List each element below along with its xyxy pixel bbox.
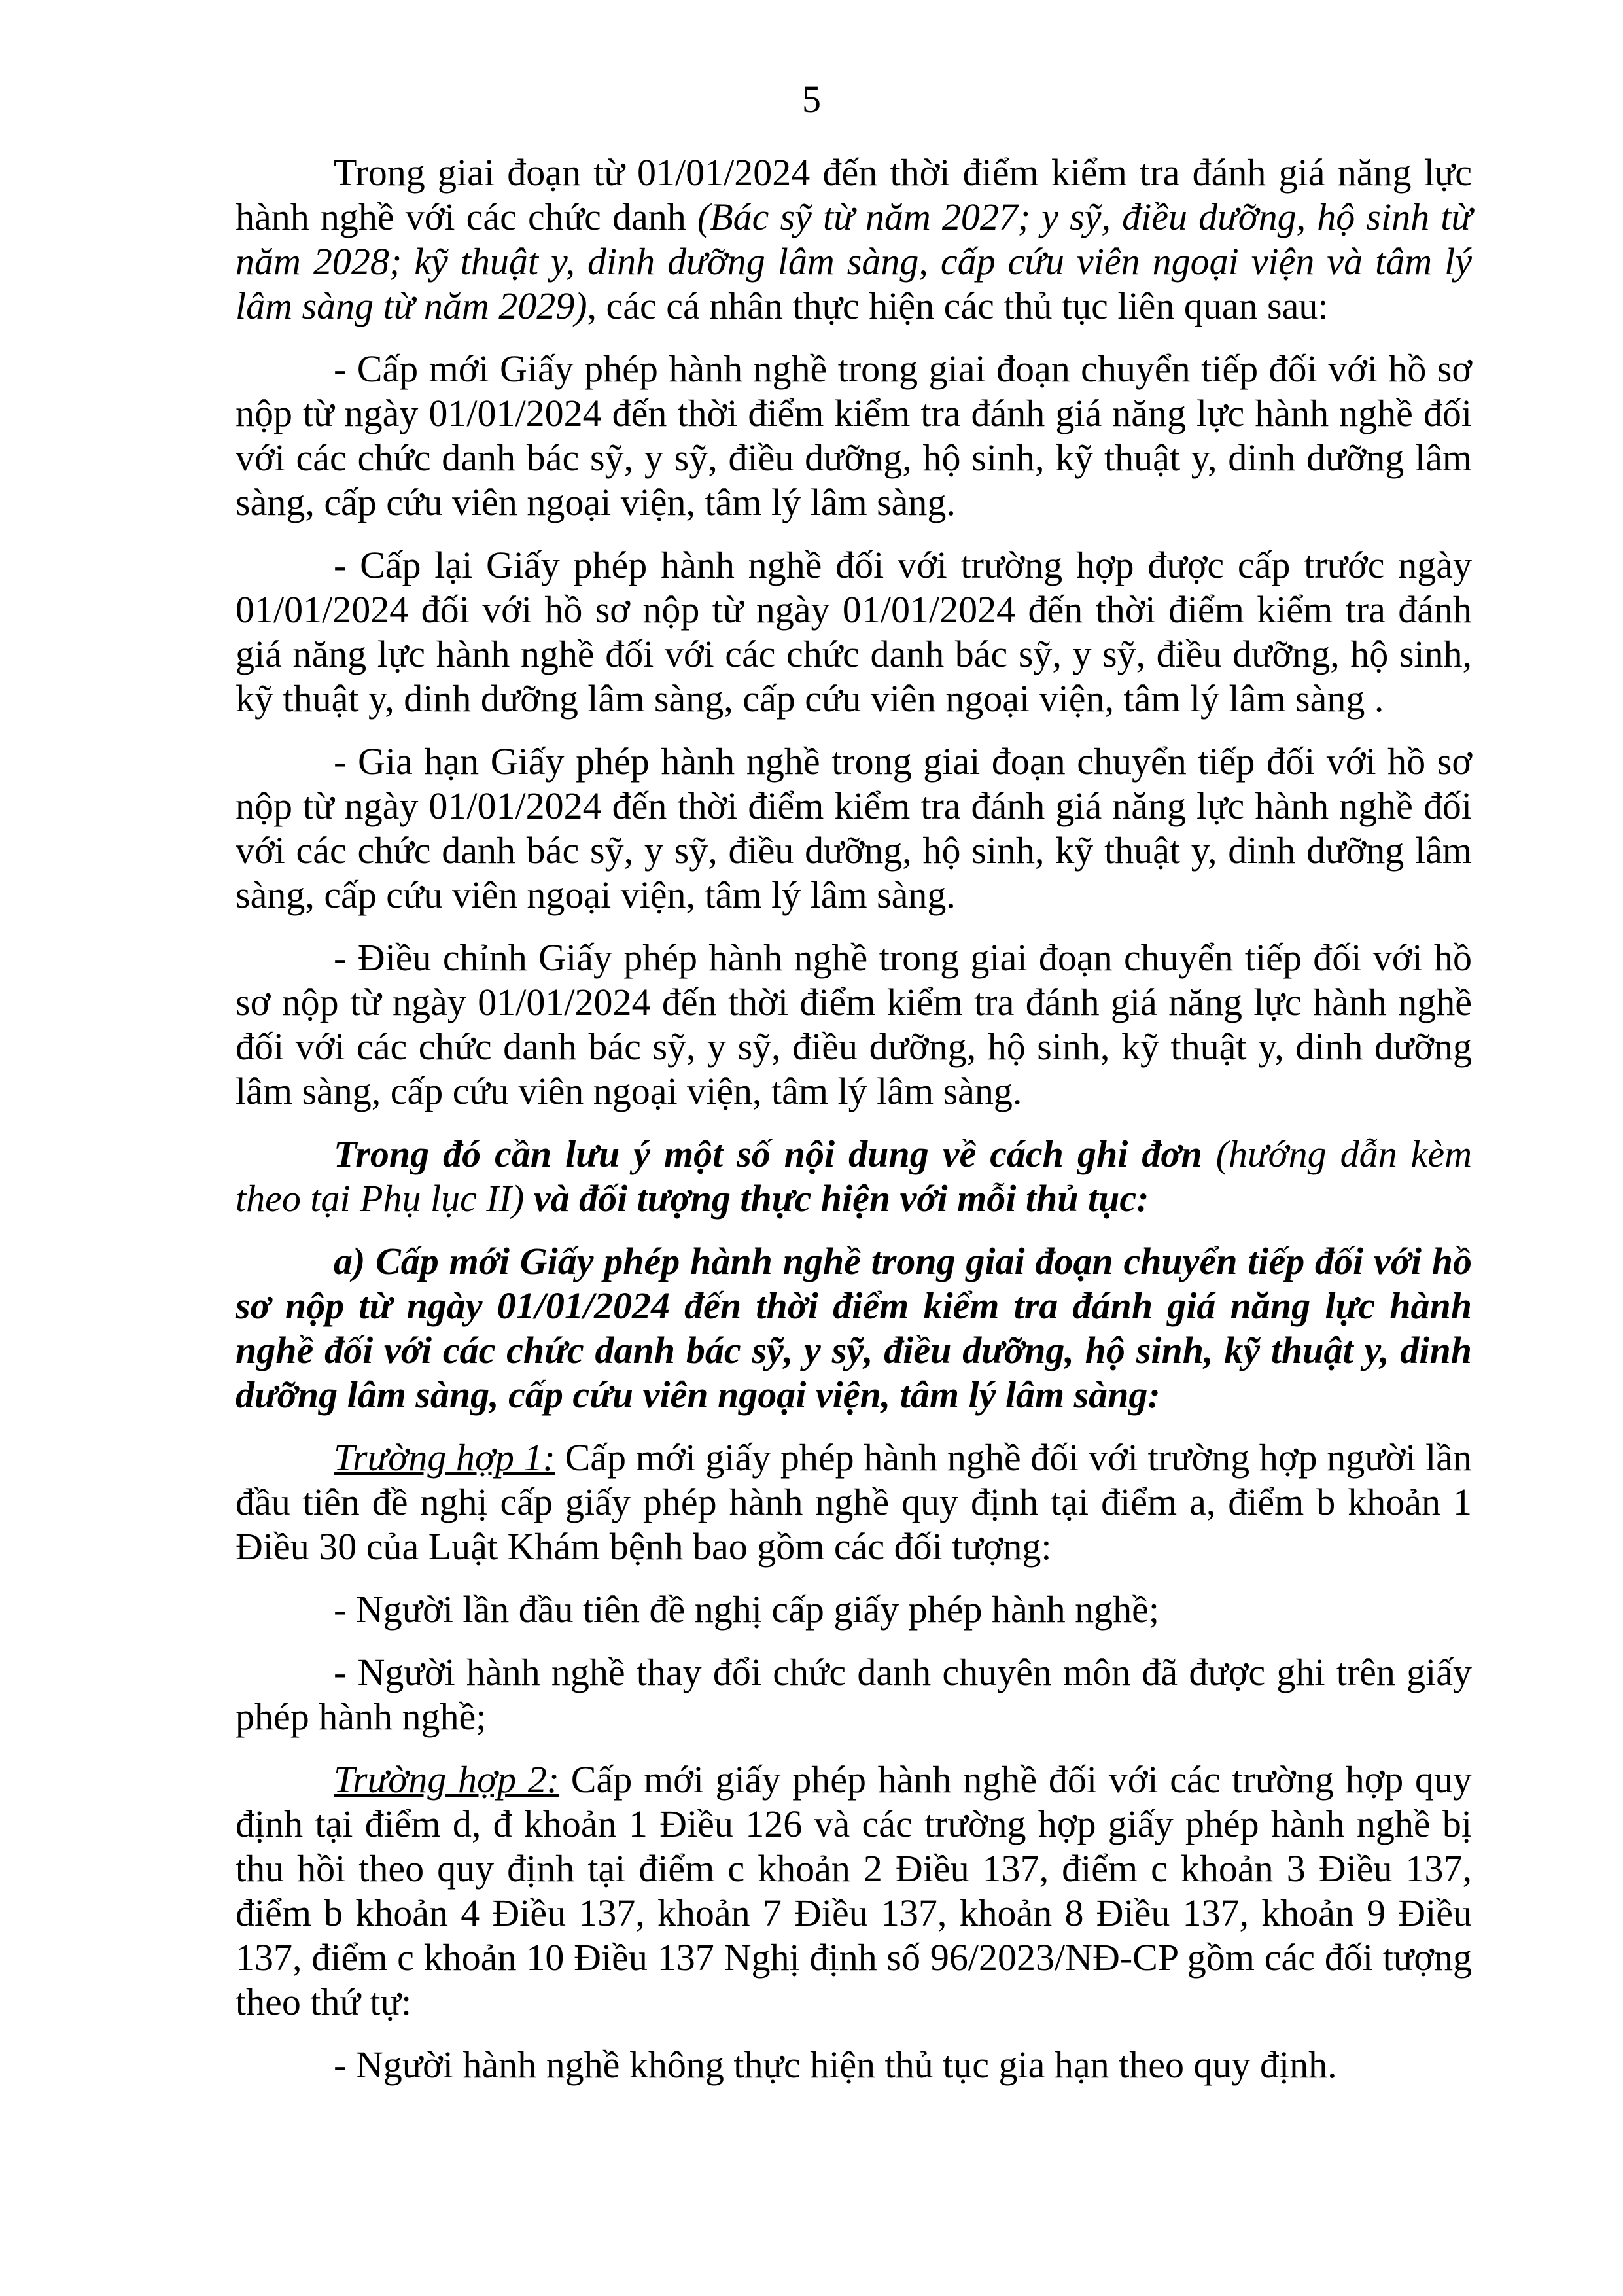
para-bullet-cap-moi: - Cấp mới Giấy phép hành nghề trong giai đoạn chuyển tiếp đối với hồ sơ nộp từ ngày 01/01/2024 đến thời điểm kiểm tra đánh giá năng lực hành nghề đối với các chức danh bác sỹ, y sỹ, điều dưỡng, hộ sinh, kỹ thuật y, dinh dưỡng lâm sàng, cấp cứu viên ngoại viện, tâm lý lâm sàng.: [236, 347, 1472, 523]
text-run-italic-titles-years: (Bác sỹ từ năm 2027; y sỹ, điều dưỡng, hộ sinh từ năm 2028; kỹ thuật y, dinh dưỡng lâm sàng, cấp cứu viên ngoại viện và tâm lý lâm sàng từ năm 2029): [236, 196, 1472, 327]
para-bullet-khong-gia-han: - Người hành nghề không thực hiện thủ tục gia hạn theo quy định.: [334, 2043, 1337, 2086]
text-run: Cấp mới giấy phép hành nghề đối với các trường hợp quy định tại điểm d, đ khoản 1 Điều 126 và các trường hợp giấy phép hành nghề bị thu hồi theo quy định tại điểm c khoản 2 Điều 137, điểm c khoản 3 Điều 137, điểm b khoản 4 Điều 137, khoản 7 Điều 137, khoản 8 Điều 137, khoản 9 Điều 137, điểm c khoản 10 Điều 137 Nghị định số 96/2023/NĐ-CP gồm các đối tượng theo thứ tự:: [236, 1758, 1473, 2023]
text-run: Trong giai đoạn từ 01/01/2024 đến thời điểm kiểm tra đánh giá năng lực hành nghề với các chức danh: [236, 151, 1472, 238]
para-truong-hop-1: [236, 1436, 1472, 1569]
text-run-italic-phu-luc-ref: (hướng dẫn kèm theo tại Phụ lục II): [236, 1133, 1472, 1220]
document-body: [236, 150, 1472, 2087]
para-intro-transition-period: [236, 150, 1472, 328]
case-1-label: Trường hợp 1:: [334, 1436, 555, 1479]
text-run-bold-italic: và đối tượng thực hiện với mỗi thủ tục:: [533, 1177, 1149, 1220]
para-bullet-cap-lai: - Cấp lại Giấy phép hành nghề đối với trường hợp được cấp trước ngày 01/01/2024 đối với hồ sơ nộp từ ngày 01/01/2024 đến thời điểm kiểm tra đánh giá năng lực hành nghề đối với các chức danh bác sỹ, y sỹ, điều dưỡng, hộ sinh, kỹ thuật y, dinh dưỡng lâm sàng, cấp cứu viên ngoại viện, tâm lý lâm sàng .: [236, 544, 1472, 720]
para-bullet-thay-doi-chuc-danh: - Người hành nghề thay đổi chức danh chuyên môn đã được ghi trên giấy phép hành nghề;: [236, 1651, 1472, 1738]
page-number: 5: [802, 78, 821, 120]
para-heading-a-cap-moi: a) Cấp mới Giấy phép hành nghề trong giai đoạn chuyển tiếp đối với hồ sơ nộp từ ngày 01/01/2024 đến thời điểm kiểm tra đánh giá năng lực hành nghề đối với các chức danh bác sỹ, y sỹ, điều dưỡng, hộ sinh, kỹ thuật y, dinh dưỡng lâm sàng, cấp cứu viên ngoại viện, tâm lý lâm sàng:: [236, 1240, 1472, 1416]
para-bullet-gia-han: - Gia hạn Giấy phép hành nghề trong giai đoạn chuyển tiếp đối với hồ sơ nộp từ ngày 01/01/2024 đến thời điểm kiểm tra đánh giá năng lực hành nghề đối với các chức danh bác sỹ, y sỹ, điều dưỡng, hộ sinh, kỹ thuật y, dinh dưỡng lâm sàng, cấp cứu viên ngoại viện, tâm lý lâm sàng.: [236, 740, 1472, 916]
case-2-label: Trường hợp 2:: [334, 1758, 560, 1801]
para-truong-hop-2: [236, 1757, 1472, 2024]
para-bullet-nguoi-lan-dau: - Người lần đầu tiên đề nghị cấp giấy phép hành nghề;: [334, 1588, 1160, 1631]
text-run-bold-italic: Trong đó cần lưu ý một số nội dung về cách ghi đơn: [334, 1133, 1216, 1175]
para-note-luu-y: [236, 1132, 1472, 1221]
text-run: , các cá nhân thực hiện các thủ tục liên quan sau:: [587, 285, 1329, 327]
text-run: Cấp mới giấy phép hành nghề đối với trường hợp người lần đầu tiên đề nghị cấp giấy phép hành nghề quy định tại điểm a, điểm b khoản 1 Điều 30 của Luật Khám bệnh bao gồm các đối tượng:: [236, 1436, 1472, 1568]
para-bullet-dieu-chinh: - Điều chỉnh Giấy phép hành nghề trong giai đoạn chuyển tiếp đối với hồ sơ nộp từ ngày 01/01/2024 đến thời điểm kiểm tra đánh giá năng lực hành nghề đối với các chức danh bác sỹ, y sỹ, điều dưỡng, hộ sinh, kỹ thuật y, dinh dưỡng lâm sàng, cấp cứu viên ngoại viện, tâm lý lâm sàng.: [236, 936, 1472, 1112]
